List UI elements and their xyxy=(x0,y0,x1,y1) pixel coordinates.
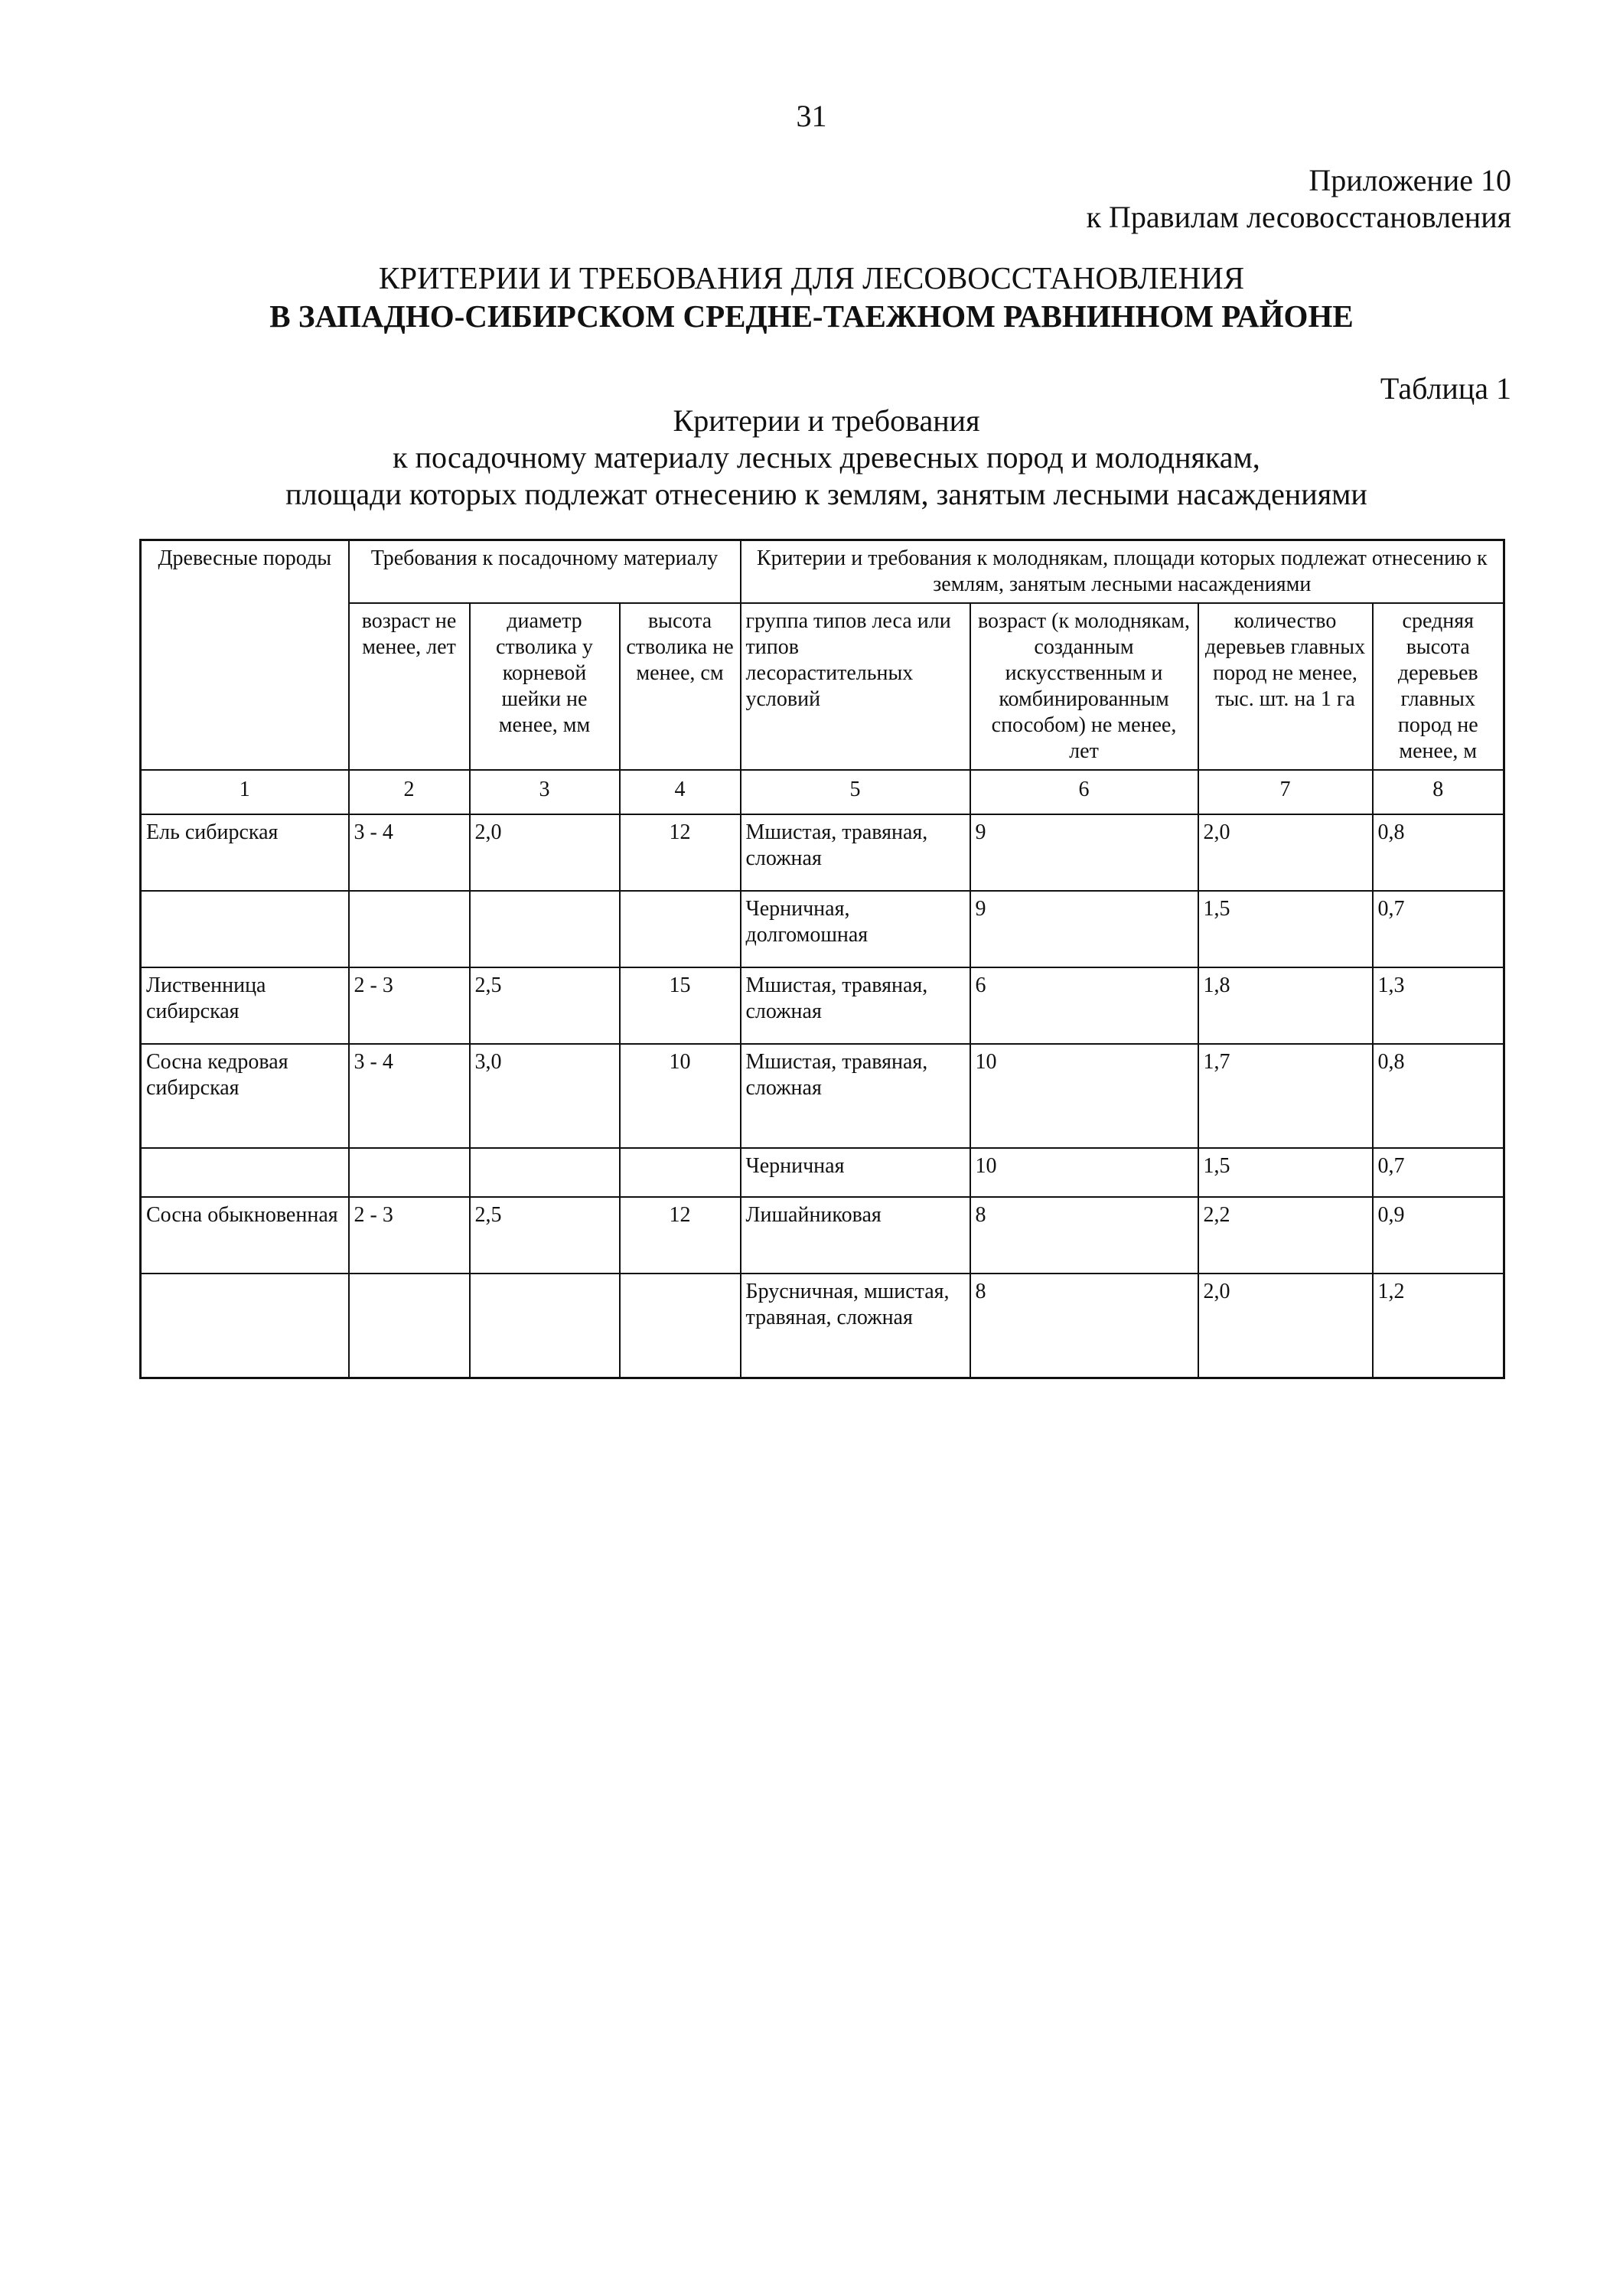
column-index: 1 xyxy=(141,770,349,814)
header-planting-material: Требования к посадочному материалу xyxy=(349,540,741,604)
table-row xyxy=(141,1274,1504,1378)
header-young-stands: Критерии и требования к молоднякам, площади которых подлежат отнесению к землям, занятым лесными насаждениями xyxy=(741,540,1504,604)
cell-stem-height: 12 xyxy=(620,814,741,891)
table-row xyxy=(141,1197,1504,1274)
appendix-line-1: Приложение 10 xyxy=(1309,163,1511,197)
cell-avg-height: 1,2 xyxy=(1373,1274,1504,1378)
document-title xyxy=(0,259,1623,335)
cell-seedling-age: 2 - 3 xyxy=(349,1197,470,1274)
column-index: 7 xyxy=(1198,770,1373,814)
table-header-row-1 xyxy=(141,540,1504,604)
cell-seedling-age xyxy=(349,1148,470,1197)
cell-avg-height: 0,7 xyxy=(1373,1148,1504,1197)
cell-stem-diameter: 2,5 xyxy=(470,1197,620,1274)
cell-species xyxy=(141,891,349,967)
cell-forest-type: Мшистая, травяная, сложная xyxy=(741,1044,970,1148)
cell-species: Лиственница сибирская xyxy=(141,967,349,1044)
header-young-age: возраст (к молоднякам, созданным искусственным и комбинированным способом) не менее, лет xyxy=(970,603,1198,770)
column-index-row xyxy=(141,770,1504,814)
cell-stem-diameter: 3,0 xyxy=(470,1044,620,1148)
cell-seedling-age: 3 - 4 xyxy=(349,814,470,891)
cell-stem-height: 12 xyxy=(620,1197,741,1274)
cell-stem-height xyxy=(620,1148,741,1197)
cell-tree-count: 1,8 xyxy=(1198,967,1373,1044)
column-index: 6 xyxy=(970,770,1198,814)
cell-avg-height: 0,8 xyxy=(1373,814,1504,891)
criteria-table xyxy=(139,539,1505,1379)
cell-species: Ель сибирская xyxy=(141,814,349,891)
column-index: 5 xyxy=(741,770,970,814)
title-line-1: КРИТЕРИИ И ТРЕБОВАНИЯ ДЛЯ ЛЕСОВОССТАНОВЛЕНИЯ xyxy=(378,260,1245,295)
cell-stem-diameter xyxy=(470,1148,620,1197)
cell-forest-type: Мшистая, травяная, сложная xyxy=(741,967,970,1044)
header-stem-diameter: диаметр стволика у корневой шейки не менее, мм xyxy=(470,603,620,770)
cell-seedling-age xyxy=(349,1274,470,1378)
cell-stem-height: 15 xyxy=(620,967,741,1044)
cell-young-age: 8 xyxy=(970,1274,1198,1378)
column-index: 2 xyxy=(349,770,470,814)
table-caption xyxy=(61,403,1592,513)
cell-seedling-age: 3 - 4 xyxy=(349,1044,470,1148)
header-avg-height: средняя высота деревьев главных пород не менее, м xyxy=(1373,603,1504,770)
cell-stem-diameter xyxy=(470,1274,620,1378)
cell-forest-type: Лишайниковая xyxy=(741,1197,970,1274)
cell-species: Сосна обыкновенная xyxy=(141,1197,349,1274)
header-species: Древесные породы xyxy=(141,540,349,771)
cell-young-age: 10 xyxy=(970,1148,1198,1197)
cell-tree-count: 2,2 xyxy=(1198,1197,1373,1274)
cell-forest-type: Черничная, долгомошная xyxy=(741,891,970,967)
table-row xyxy=(141,1044,1504,1148)
caption-line-1: Критерии и требования xyxy=(673,403,980,438)
cell-young-age: 6 xyxy=(970,967,1198,1044)
cell-young-age: 10 xyxy=(970,1044,1198,1148)
cell-avg-height: 0,7 xyxy=(1373,891,1504,967)
cell-tree-count: 2,0 xyxy=(1198,814,1373,891)
table-row xyxy=(141,1148,1504,1197)
cell-young-age: 8 xyxy=(970,1197,1198,1274)
cell-forest-type: Брусничная, мшистая, травяная, сложная xyxy=(741,1274,970,1378)
cell-seedling-age: 2 - 3 xyxy=(349,967,470,1044)
cell-stem-diameter: 2,5 xyxy=(470,967,620,1044)
cell-species xyxy=(141,1274,349,1378)
cell-avg-height: 0,8 xyxy=(1373,1044,1504,1148)
page-number: 31 xyxy=(796,99,827,133)
header-forest-type-group: группа типов леса или типов лесорастительных условий xyxy=(741,603,970,770)
table-row xyxy=(141,891,1504,967)
cell-young-age: 9 xyxy=(970,891,1198,967)
cell-stem-height: 10 xyxy=(620,1044,741,1148)
cell-stem-diameter xyxy=(470,891,620,967)
header-stem-height: высота стволика не менее, см xyxy=(620,603,741,770)
column-index: 3 xyxy=(470,770,620,814)
cell-seedling-age xyxy=(349,891,470,967)
cell-tree-count: 1,7 xyxy=(1198,1044,1373,1148)
caption-line-2: к посадочному материалу лесных древесных пород и молоднякам, xyxy=(393,440,1260,475)
column-index: 4 xyxy=(620,770,741,814)
header-seedling-age: возраст не менее, лет xyxy=(349,603,470,770)
cell-avg-height: 0,9 xyxy=(1373,1197,1504,1274)
header-tree-count: количество деревьев главных пород не менее, тыс. шт. на 1 га xyxy=(1198,603,1373,770)
cell-stem-diameter: 2,0 xyxy=(470,814,620,891)
cell-stem-height xyxy=(620,891,741,967)
appendix-reference xyxy=(1087,162,1511,236)
cell-tree-count: 1,5 xyxy=(1198,1148,1373,1197)
table-label: Таблица 1 xyxy=(1380,371,1511,406)
table-row xyxy=(141,967,1504,1044)
cell-stem-height xyxy=(620,1274,741,1378)
cell-species xyxy=(141,1148,349,1197)
title-line-2: В ЗАПАДНО-СИБИРСКОМ СРЕДНЕ-ТАЕЖНОМ РАВНИННОМ РАЙОНЕ xyxy=(269,298,1354,334)
appendix-line-2: к Правилам лесовосстановления xyxy=(1086,200,1511,234)
cell-tree-count: 2,0 xyxy=(1198,1274,1373,1378)
table-row xyxy=(141,814,1504,891)
cell-tree-count: 1,5 xyxy=(1198,891,1373,967)
column-index: 8 xyxy=(1373,770,1504,814)
cell-young-age: 9 xyxy=(970,814,1198,891)
cell-avg-height: 1,3 xyxy=(1373,967,1504,1044)
cell-forest-type: Мшистая, травяная, сложная xyxy=(741,814,970,891)
cell-forest-type: Черничная xyxy=(741,1148,970,1197)
caption-line-3: площади которых подлежат отнесению к землям, занятым лесными насаждениями xyxy=(285,477,1367,511)
cell-species: Сосна кедровая сибирская xyxy=(141,1044,349,1148)
